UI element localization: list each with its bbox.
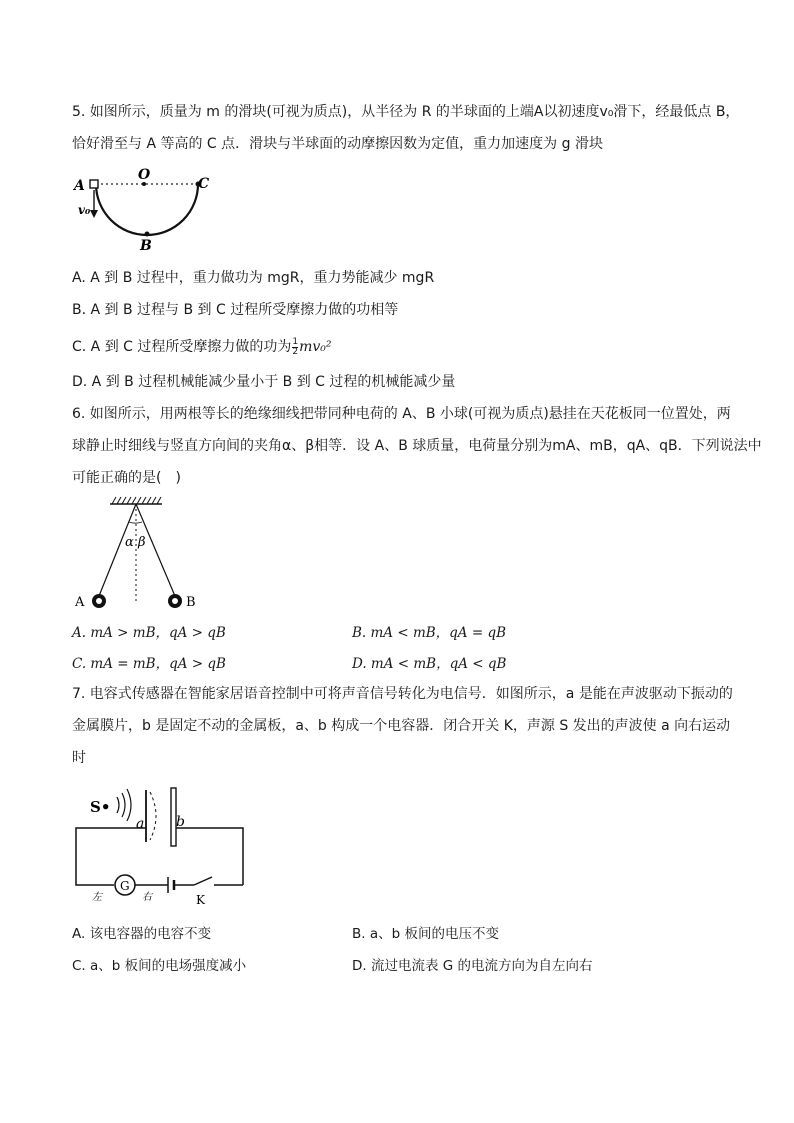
- q5-label-a: A: [74, 178, 85, 194]
- q6-label-alpha: α: [125, 535, 134, 550]
- q6-option-d: D. mA < mB，qA < qB: [352, 656, 507, 672]
- q6-stem-line1: 6. 如图所示，用两根等长的绝缘细线把带同种电荷的 A、B 小球(可视为质点)悬挂在天花板同一位置处，两: [72, 406, 731, 422]
- q5-label-b: B: [140, 238, 152, 254]
- q5-label-v0: v₀: [78, 203, 91, 217]
- q5-label-c: C: [198, 176, 210, 192]
- q5-option-c-suffix: mv₀²: [299, 339, 332, 355]
- q5-option-c-prefix: C. A 到 C 过程所受摩擦力做的功为: [72, 339, 292, 355]
- q5-option-a: A. A 到 B 过程中，重力做功为 mgR，重力势能减少 mgR: [72, 270, 435, 286]
- q7-option-a: A. 该电容器的电容不变: [72, 926, 212, 942]
- q7-option-c: C. a、b 板间的电场强度减小: [72, 958, 247, 974]
- q6-label-a: A: [75, 595, 85, 610]
- q7-label-b: b: [176, 814, 185, 830]
- q6-label-beta: β: [138, 535, 146, 550]
- q6-label-b: B: [186, 595, 196, 610]
- q5-frac-num: 1: [292, 336, 299, 347]
- q5-hemisphere-figure: [70, 168, 230, 253]
- q6-stem-line2: 球静止时细线与竖直方向间的夹角α、β相等．设 A、B 球质量，电荷量分别为mA、mB，qA、qB．下列说法中: [72, 438, 762, 454]
- q7-stem-line2: 金属膜片，b 是固定不动的金属板，a、b 构成一个电容器．闭合开关 K，声源 S 发出的声波使 a 向右运动: [72, 718, 731, 734]
- q7-capacitor-circuit-figure: [70, 782, 255, 907]
- q7-label-right: 右: [142, 892, 152, 903]
- q7-option-b: B. a、b 板间的电压不变: [352, 926, 499, 942]
- q7-label-g: G: [120, 879, 130, 893]
- q6-option-b: B. mA < mB，qA = qB: [352, 625, 507, 641]
- q5-option-c: [72, 337, 332, 357]
- q7-stem-line3: 时: [72, 750, 86, 766]
- q5-option-c-fraction: [292, 338, 298, 357]
- q5-stem-line2: 恰好滑至与 A 等高的 C 点．滑块与半球面的动摩擦因数为定值，重力加速度为 g 滑块: [72, 136, 603, 152]
- q5-frac-den: 2: [292, 346, 299, 357]
- q5-stem-line1: 5. 如图所示，质量为 m 的滑块(可视为质点)，从半径为 R 的半球面的上端A以初速度v₀滑下，经最低点 B，: [72, 104, 740, 120]
- q5-option-d: D. A 到 B 过程机械能减少量小于 B 到 C 过程的机械能减少量: [72, 374, 456, 390]
- q6-pendulum-figure: [70, 494, 210, 614]
- q6-option-a: A. mA > mB，qA > qB: [72, 625, 226, 641]
- q7-label-a: a: [136, 816, 145, 832]
- q6-option-c: C. mA = mB，qA > qB: [72, 656, 226, 672]
- q7-label-s: S•: [90, 798, 111, 816]
- q7-label-k: K: [196, 893, 205, 907]
- q5-option-b: B. A 到 B 过程与 B 到 C 过程所受摩擦力做的功相等: [72, 302, 399, 318]
- q7-option-d: D. 流过电流表 G 的电流方向为自左向右: [352, 958, 593, 974]
- q7-stem-line1: 7. 电容式传感器在智能家居语音控制中可将声音信号转化为电信号．如图所示，a 是能在声波驱动下振动的: [72, 686, 733, 702]
- q6-stem-line3: 可能正确的是( ): [72, 470, 181, 486]
- q7-label-left: 左: [92, 892, 102, 903]
- q5-label-o: O: [138, 167, 151, 183]
